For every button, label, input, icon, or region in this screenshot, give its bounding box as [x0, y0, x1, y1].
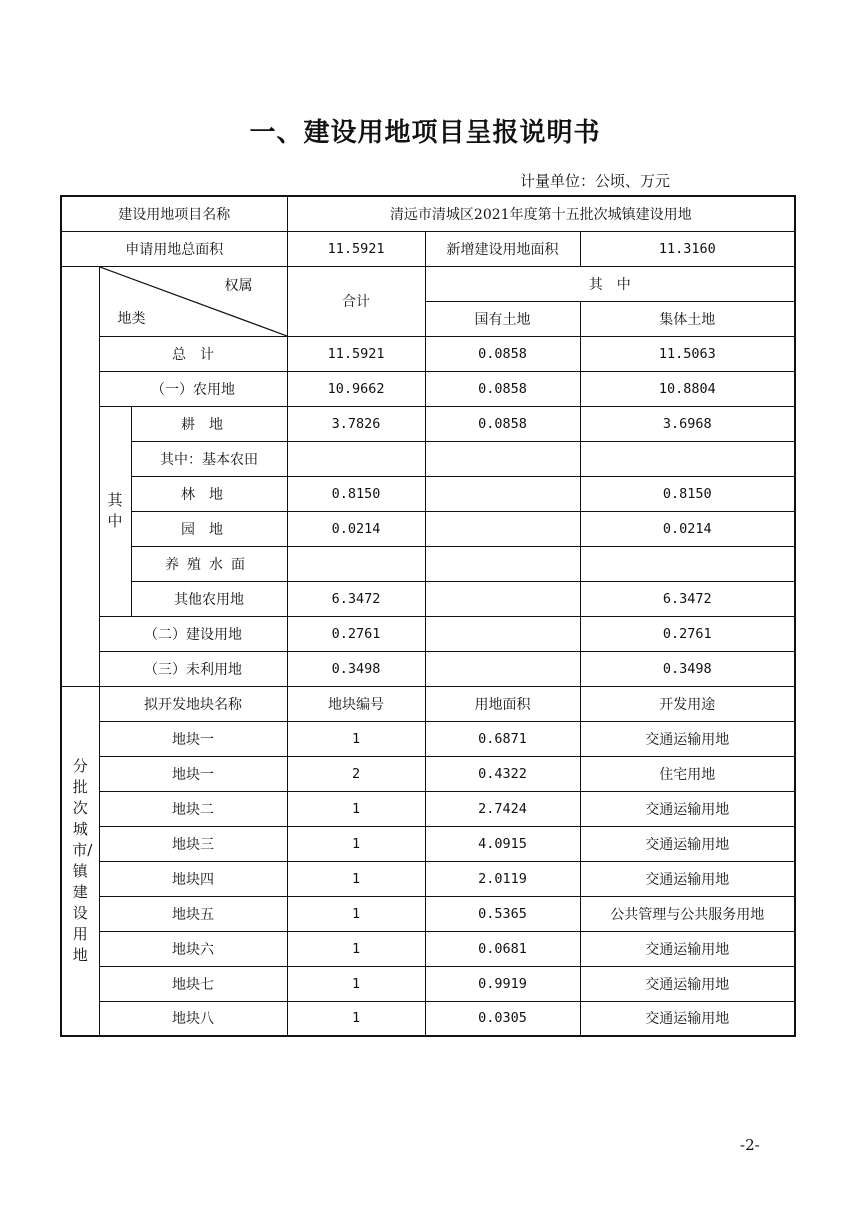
parcel-number: 2 — [287, 756, 425, 791]
parcel-number-header: 地块编号 — [287, 686, 425, 721]
new-area-value: 11.3160 — [580, 231, 795, 266]
table-row — [61, 791, 795, 826]
table-row — [61, 896, 795, 931]
unused-total: 0.3498 — [287, 651, 425, 686]
parcel-area: 2.0119 — [425, 861, 580, 896]
other-agri-state — [425, 581, 580, 616]
total-area-value: 11.5921 — [287, 231, 425, 266]
cultivated-total: 3.7826 — [287, 406, 425, 441]
basic-farmland-state — [425, 441, 580, 476]
agri-state: 0.0858 — [425, 371, 580, 406]
land-header-row-1 — [61, 266, 795, 301]
project-name-row — [61, 196, 795, 231]
unused-state — [425, 651, 580, 686]
parcel-area: 0.6871 — [425, 721, 580, 756]
grand-total-state: 0.0858 — [425, 336, 580, 371]
parcel-number: 1 — [287, 826, 425, 861]
grand-total-total: 11.5921 — [287, 336, 425, 371]
new-area-label: 新增建设用地面积 — [425, 231, 580, 266]
left-blank-cell — [61, 266, 99, 686]
parcel-area: 0.4322 — [425, 756, 580, 791]
parcel-use: 交通运输用地 — [580, 931, 795, 966]
parcel-number: 1 — [287, 791, 425, 826]
parcel-name: 地块八 — [99, 1001, 287, 1036]
parcel-use: 交通运输用地 — [580, 826, 795, 861]
aquaculture-collective — [580, 546, 795, 581]
parcel-use: 交通运输用地 — [580, 861, 795, 896]
table-row — [61, 966, 795, 1001]
parcel-name: 地块四 — [99, 861, 287, 896]
area-row — [61, 231, 795, 266]
unused-collective: 0.3498 — [580, 651, 795, 686]
garden-label: 园地 — [131, 511, 287, 546]
cultivated-row — [61, 406, 795, 441]
basic-farmland-row — [61, 441, 795, 476]
parcel-area-header: 用地面积 — [425, 686, 580, 721]
forest-total: 0.8150 — [287, 476, 425, 511]
construction-total: 0.2761 — [287, 616, 425, 651]
grand-total-collective: 11.5063 — [580, 336, 795, 371]
land-use-table — [60, 195, 796, 1037]
total-area-label: 申请用地总面积 — [61, 231, 287, 266]
diagonal-header-cell — [99, 266, 287, 336]
parcel-name: 地块一 — [99, 721, 287, 756]
table-row — [61, 861, 795, 896]
parcel-area: 0.0305 — [425, 1001, 580, 1036]
parcel-area: 0.9919 — [425, 966, 580, 1001]
parcel-name: 地块三 — [99, 826, 287, 861]
aquaculture-label: 养殖水面 — [131, 546, 287, 581]
parcel-header-row — [61, 686, 795, 721]
forest-row — [61, 476, 795, 511]
parcel-number: 1 — [287, 861, 425, 896]
basic-farmland-collective — [580, 441, 795, 476]
parcel-use: 公共管理与公共服务用地 — [580, 896, 795, 931]
parcel-number: 1 — [287, 931, 425, 966]
unit-label: 计量单位：公顷、万元 — [520, 172, 671, 190]
aquaculture-state — [425, 546, 580, 581]
parcel-name: 地块五 — [99, 896, 287, 931]
unused-row — [61, 651, 795, 686]
parcel-use: 交通运输用地 — [580, 791, 795, 826]
parcel-use-header: 开发用途 — [580, 686, 795, 721]
cultivated-label: 耕地 — [131, 406, 287, 441]
parcel-use: 交通运输用地 — [580, 1001, 795, 1036]
aquaculture-total — [287, 546, 425, 581]
parcel-name-header: 拟开发地块名称 — [99, 686, 287, 721]
garden-state — [425, 511, 580, 546]
table-row — [61, 826, 795, 861]
parcel-number: 1 — [287, 721, 425, 756]
state-owned-header: 国有土地 — [425, 301, 580, 336]
unused-label: （三）未利用地 — [99, 651, 287, 686]
garden-collective: 0.0214 — [580, 511, 795, 546]
construction-collective: 0.2761 — [580, 616, 795, 651]
of-which-header: 其 中 — [425, 266, 795, 301]
garden-row — [61, 511, 795, 546]
agri-row — [61, 371, 795, 406]
parcel-use: 交通运输用地 — [580, 966, 795, 1001]
table-row — [61, 721, 795, 756]
parcel-use: 住宅用地 — [580, 756, 795, 791]
total-header: 合计 — [287, 266, 425, 336]
parcel-number: 1 — [287, 966, 425, 1001]
table-row — [61, 1001, 795, 1036]
forest-state — [425, 476, 580, 511]
cultivated-state: 0.0858 — [425, 406, 580, 441]
parcel-name: 地块七 — [99, 966, 287, 1001]
project-name-label: 建设用地项目名称 — [61, 196, 287, 231]
page-title: 一、建设用地项目呈报说明书 — [249, 118, 601, 148]
other-agri-label: 其他农用地 — [131, 581, 287, 616]
of-which-vertical-label: 其中 — [99, 406, 131, 616]
table-row — [61, 756, 795, 791]
cultivated-collective: 3.6968 — [580, 406, 795, 441]
other-agri-row — [61, 581, 795, 616]
construction-state — [425, 616, 580, 651]
parcel-use: 交通运输用地 — [580, 721, 795, 756]
construction-label: （二）建设用地 — [99, 616, 287, 651]
parcel-number: 1 — [287, 1001, 425, 1036]
basic-farmland-label: 其中：基本农田 — [131, 441, 287, 476]
parcel-name: 地块二 — [99, 791, 287, 826]
parcel-area: 0.0681 — [425, 931, 580, 966]
grand-total-label: 总 计 — [99, 336, 287, 371]
forest-collective: 0.8150 — [580, 476, 795, 511]
project-name-value: 清远市清城区2021年度第十五批次城镇建设用地 — [287, 196, 795, 231]
garden-total: 0.0214 — [287, 511, 425, 546]
collective-header: 集体土地 — [580, 301, 795, 336]
parcel-name: 地块六 — [99, 931, 287, 966]
other-agri-collective: 6.3472 — [580, 581, 795, 616]
parcel-area: 0.5365 — [425, 896, 580, 931]
agri-total: 10.9662 — [287, 371, 425, 406]
grand-total-row — [61, 336, 795, 371]
table-row — [61, 931, 795, 966]
agri-collective: 10.8804 — [580, 371, 795, 406]
parcel-area: 4.0915 — [425, 826, 580, 861]
construction-row — [61, 616, 795, 651]
batch-vertical-label: 分批次城市/镇建设用地 — [61, 686, 99, 1036]
agri-label: （一）农用地 — [99, 371, 287, 406]
land-type-label: 地类 — [117, 310, 146, 327]
parcel-name: 地块一 — [99, 756, 287, 791]
parcel-number: 1 — [287, 896, 425, 931]
page-number: -2- — [740, 1136, 760, 1154]
forest-label: 林地 — [131, 476, 287, 511]
other-agri-total: 6.3472 — [287, 581, 425, 616]
aquaculture-row — [61, 546, 795, 581]
basic-farmland-total — [287, 441, 425, 476]
parcel-area: 2.7424 — [425, 791, 580, 826]
ownership-label: 权属 — [224, 277, 253, 294]
